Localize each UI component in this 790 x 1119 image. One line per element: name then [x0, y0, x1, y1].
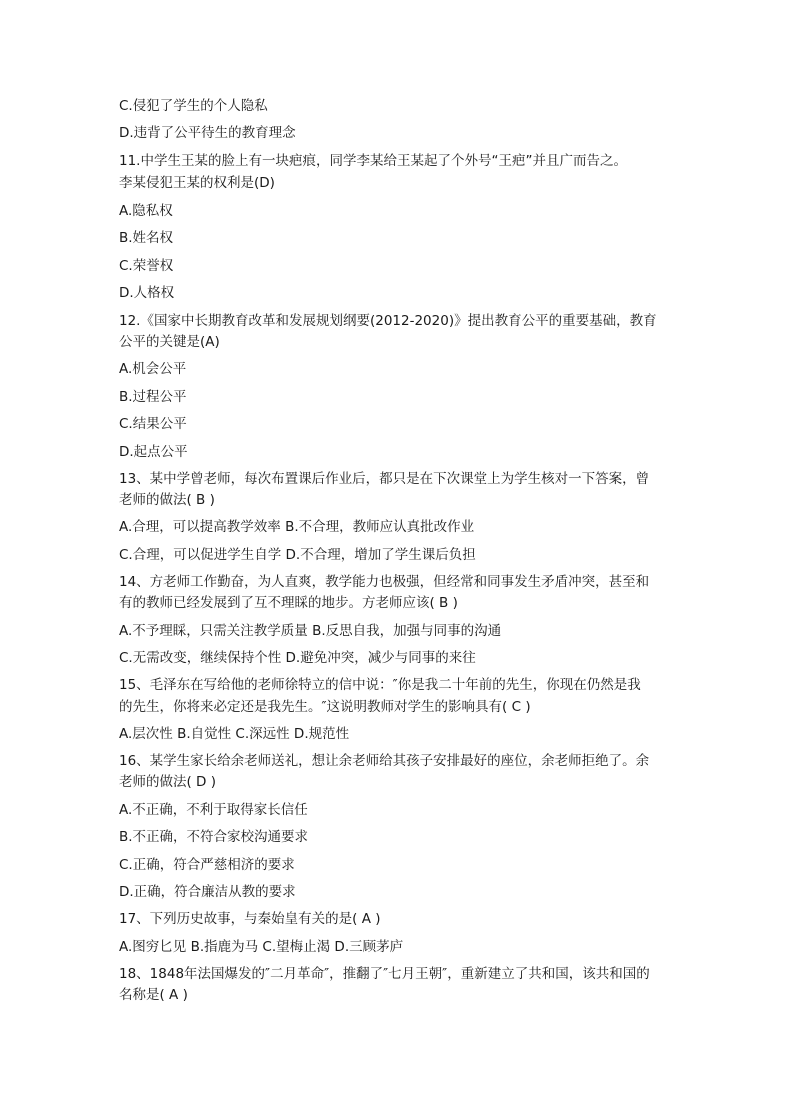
option-line: C.正确，符合严慈相济的要求: [119, 857, 295, 873]
option-line: C.结果公平: [119, 416, 187, 432]
question-line: 15、毛泽东在写给他的老师徐特立的信中说：″你是我二十年前的先生，你现在仍然是我: [119, 677, 641, 693]
option-line: D.人格权: [119, 285, 175, 301]
option-line: C.合理，可以促进学生自学 D.不合理，增加了学生课后负担: [119, 547, 476, 563]
question-line: 李某侵犯王某的权利是(D): [119, 175, 275, 191]
question-line: 17、下列历史故事，与秦始皇有关的是( A ): [119, 911, 381, 927]
option-line: D.违背了公平待生的教育理念: [119, 125, 296, 141]
option-line: A.机会公平: [119, 361, 187, 377]
option-line: A.不予理睬，只需关注教学质量 B.反思自我，加强与同事的沟通: [119, 623, 502, 639]
question-line: 14、方老师工作勤奋，为人直爽，教学能力也极强，但经常和同事发生矛盾冲突，甚至和: [119, 574, 650, 590]
question-line: 13、某中学曾老师，每次布置课后作业后，都只是在下次课堂上为学生核对一下答案，曾: [119, 471, 650, 487]
option-line: C.侵犯了学生的个人隐私: [119, 98, 268, 114]
option-line: A.合理，可以提高教学效率 B.不合理，教师应认真批改作业: [119, 519, 475, 535]
option-line: D.正确，符合廉洁从教的要求: [119, 884, 296, 900]
option-line: A.层次性 B.自觉性 C.深远性 D.规范性: [119, 726, 350, 742]
option-line: A.隐私权: [119, 203, 173, 219]
option-line: A.图穷匕见 B.指鹿为马 C.望梅止渴 D.三顾茅庐: [119, 939, 404, 955]
question-line: 有的教师已经发展到了互不理睬的地步。方老师应该( B ): [119, 595, 458, 611]
question-line: 的先生，你将来必定还是我先生。″这说明教师对学生的影响具有( C ): [119, 699, 531, 715]
option-line: B.不正确，不符合家校沟通要求: [119, 829, 309, 845]
option-line: D.起点公平: [119, 444, 188, 460]
option-line: A.不正确，不利于取得家长信任: [119, 802, 308, 818]
question-line: 16、某学生家长给余老师送礼，想让余老师给其孩子安排最好的座位，余老师拒绝了。余: [119, 753, 650, 769]
option-line: C.荣誉权: [119, 258, 174, 274]
question-line: 老师的做法( B ): [119, 492, 215, 508]
question-line: 公平的关键是(A): [119, 334, 220, 350]
question-line: 12.《国家中长期教育改革和发展规划纲要(2012-2020)》提出教育公平的重要基础，教育: [119, 313, 657, 329]
question-line: 18、1848年法国爆发的″二月革命″，推翻了″七月王朝″，重新建立了共和国，该共和国的: [119, 966, 650, 982]
option-line: B.过程公平: [119, 389, 187, 405]
option-line: B.姓名权: [119, 230, 174, 246]
question-line: 名称是( A ): [119, 987, 188, 1003]
option-line: C.无需改变，继续保持个性 D.避免冲突，减少与同事的来往: [119, 650, 476, 666]
question-line: 老师的做法( D ): [119, 774, 217, 790]
question-line: 11.中学生王某的脸上有一块疤痕，同学李某给王某起了个外号“王疤”并且广而告之。: [119, 153, 627, 169]
